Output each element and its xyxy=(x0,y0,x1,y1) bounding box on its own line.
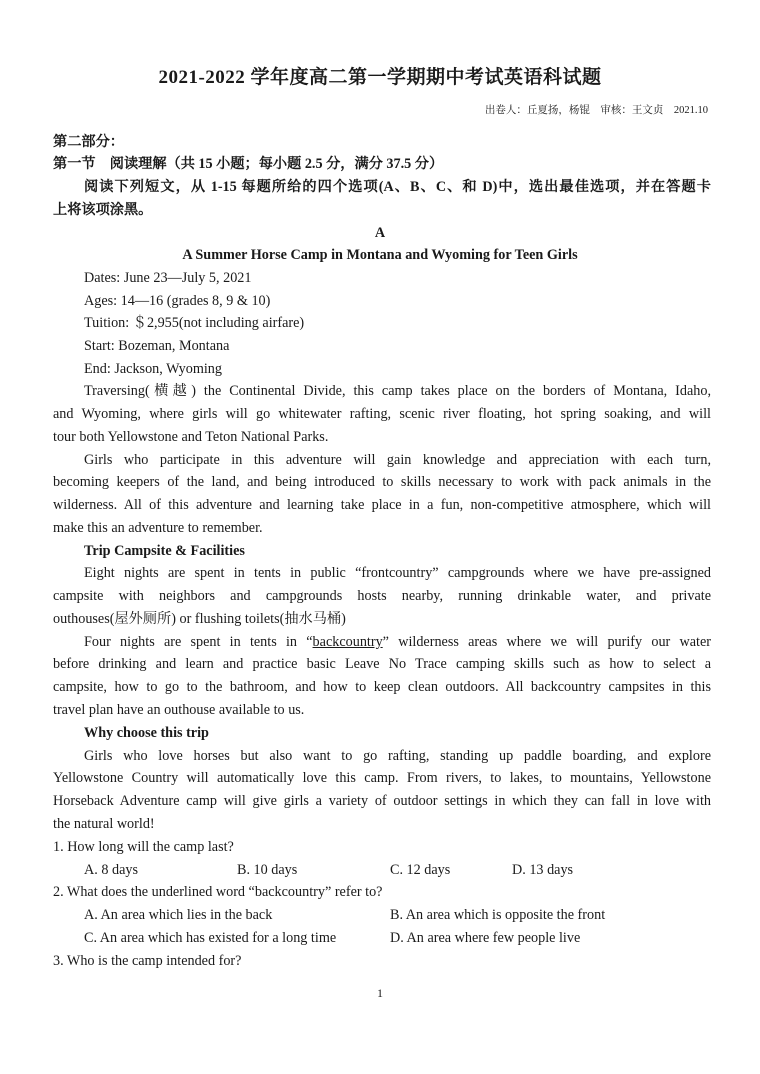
paragraph-line: Girls who participate in this adventure will gain knowledge and appreciation with each turn, xyxy=(84,452,711,468)
byline: 出卷人：丘夏扬，杨锟 审核：王文贞 2021.10 xyxy=(484,105,708,116)
detail-end: End: Jackson, Wyoming xyxy=(84,361,222,377)
paragraph-line: Girls who love horses but also want to go rafting, standing up paddle boarding, and explore xyxy=(84,748,711,764)
passage-letter: A xyxy=(374,225,386,241)
detail-tuition: Tuition: ＄2,955(not including airfare) xyxy=(84,315,305,331)
question-1-option-b: B. 10 days xyxy=(237,862,298,878)
exam-title: 2021-2022 学年度高二第一学期期中考试英语科试题 xyxy=(158,67,602,88)
paragraph-line xyxy=(84,631,711,654)
question-2-option-b: B. An area which is opposite the front xyxy=(390,907,606,923)
question-1-option-c: C. 12 days xyxy=(390,862,451,878)
question-1-option-a: A. 8 days xyxy=(84,862,138,878)
paragraph-line: Horseback Adventure camp will give girls a variety of outdoor settings in which they can fall in love with xyxy=(53,793,711,809)
paragraph-line: Yellowstone Country will automatically love this camp. From rivers, to lakes, to mountains, Yellowstone xyxy=(53,770,711,786)
subheading-campsite: Trip Campsite & Facilities xyxy=(84,543,245,559)
question-2-option-a: A. An area which lies in the back xyxy=(84,907,273,923)
paragraph-line: tour both Yellowstone and Teton National Parks. xyxy=(53,429,329,445)
question-2-option-d: D. An area where few people live xyxy=(390,930,581,946)
underlined-word-backcountry: backcountry xyxy=(312,634,383,650)
paragraph-line: and Wyoming, where girls will go whitewater rafting, scenic river floating, hot spring soaking, and will xyxy=(53,406,711,422)
question-1-option-d: D. 13 days xyxy=(512,862,574,878)
instructions-line-2: 上将该项涂黑。 xyxy=(53,202,153,218)
detail-dates: Dates: June 23—July 5, 2021 xyxy=(84,270,252,286)
passage-heading: A Summer Horse Camp in Montana and Wyoming for Teen Girls xyxy=(182,247,578,263)
paragraph-line: outhouses(屋外厕所) or flushing toilets(抽水马桶) xyxy=(53,611,346,627)
paragraph-line: Traversing(横越) the Continental Divide, this camp takes place on the borders of Montana, Idaho, xyxy=(84,383,711,399)
text-span: Four nights are spent in tents in “ xyxy=(84,634,313,650)
question-2-option-c: C. An area which has existed for a long time xyxy=(84,930,337,946)
text-span: ” wilderness areas where we will purify our water xyxy=(382,634,711,650)
detail-start: Start: Bozeman, Montana xyxy=(84,338,230,354)
subheading-why: Why choose this trip xyxy=(84,725,209,741)
question-2-stem: 2. What does the underlined word “backcountry” refer to? xyxy=(53,884,383,900)
paragraph-line: before drinking and learn and practice basic Leave No Trace camping skills such as how to select a xyxy=(53,656,711,672)
paragraph-line: campsite with neighbors and campgrounds hosts nearby, running drinkable water, and private xyxy=(53,588,711,604)
paragraph-line: Eight nights are spent in tents in public “frontcountry” campgrounds where we have pre-assigned xyxy=(84,565,711,581)
paragraph-line: becoming keepers of the land, and being introduced to skills necessary to work with pack animals in the xyxy=(53,474,711,490)
paragraph-line: campsite, how to go to the bathroom, and how to keep clean outdoors. All backcountry campsites in this xyxy=(53,679,711,695)
part-heading: 第二部分： xyxy=(53,134,124,150)
page-number: 1 xyxy=(377,986,383,1000)
paragraph-line: make this an adventure to remember. xyxy=(53,520,263,536)
question-1-stem: 1. How long will the camp last? xyxy=(53,839,234,855)
question-3-stem: 3. Who is the camp intended for? xyxy=(53,953,242,969)
paragraph-line: wilderness. All of this adventure and learning take place in a fun, non-competitive atmosphere, which will xyxy=(53,497,711,513)
instructions-line-1: 阅读下列短文，从 1-15 每题所给的四个选项(A、B、C、和 D)中，选出最佳选项，并在答题卡 xyxy=(84,179,711,195)
section-heading: 第一节 阅读理解（共 15 小题；每小题 2.5 分，满分 37.5 分） xyxy=(53,156,444,172)
paragraph-line: the natural world! xyxy=(53,816,155,832)
detail-ages: Ages: 14—16 (grades 8, 9 & 10) xyxy=(84,293,271,309)
paragraph-line: travel plan have an outhouse available to us. xyxy=(53,702,305,718)
